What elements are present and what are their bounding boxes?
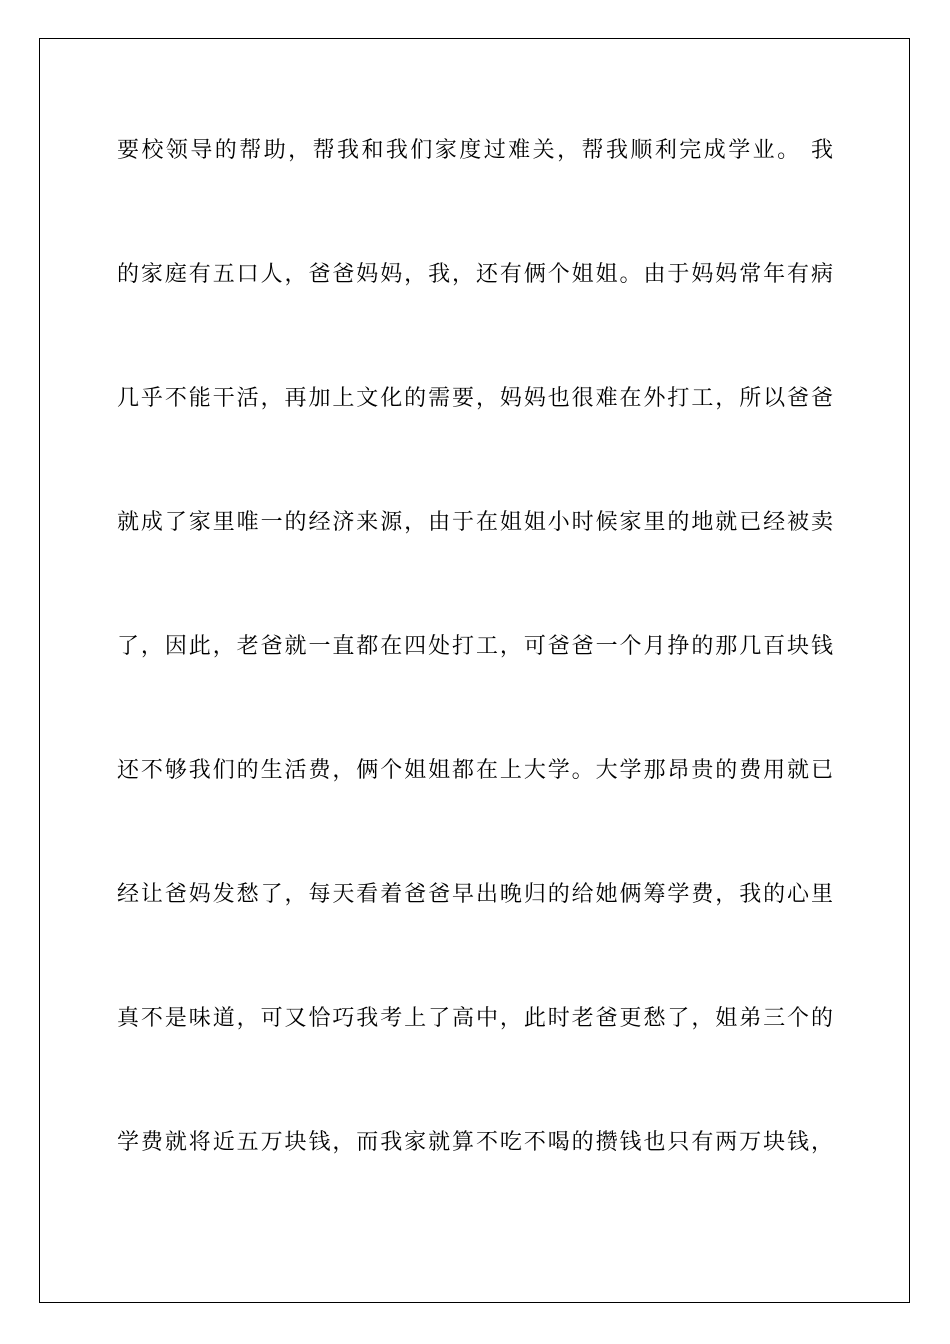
- paragraph-line: 就成了家里唯一的经济来源，由于在姐姐小时候家里的地就已经被卖: [117, 510, 833, 535]
- paragraph-line: 要校领导的帮助，帮我和我们家度过难关，帮我顺利完成学业。 我: [117, 138, 833, 163]
- paragraph-line: 学费就将近五万块钱，而我家就算不吃不喝的攒钱也只有两万块钱，: [117, 1130, 833, 1155]
- paragraph-line: 经让爸妈发愁了，每天看着爸爸早出晚归的给她俩筹学费，我的心里: [117, 882, 833, 907]
- page-border: [39, 38, 910, 1303]
- paragraph-line: 几乎不能干活，再加上文化的需要，妈妈也很难在外打工，所以爸爸: [117, 386, 833, 411]
- paragraph-line: 的家庭有五口人，爸爸妈妈，我，还有俩个姐姐。由于妈妈常年有病: [117, 262, 833, 287]
- paragraph-line: 真不是味道，可又恰巧我考上了高中，此时老爸更愁了，姐弟三个的: [117, 1006, 833, 1031]
- paragraph-line: 了，因此，老爸就一直都在四处打工，可爸爸一个月挣的那几百块钱: [117, 634, 833, 659]
- paragraph-line: 还不够我们的生活费，俩个姐姐都在上大学。大学那昂贵的费用就已: [117, 758, 833, 783]
